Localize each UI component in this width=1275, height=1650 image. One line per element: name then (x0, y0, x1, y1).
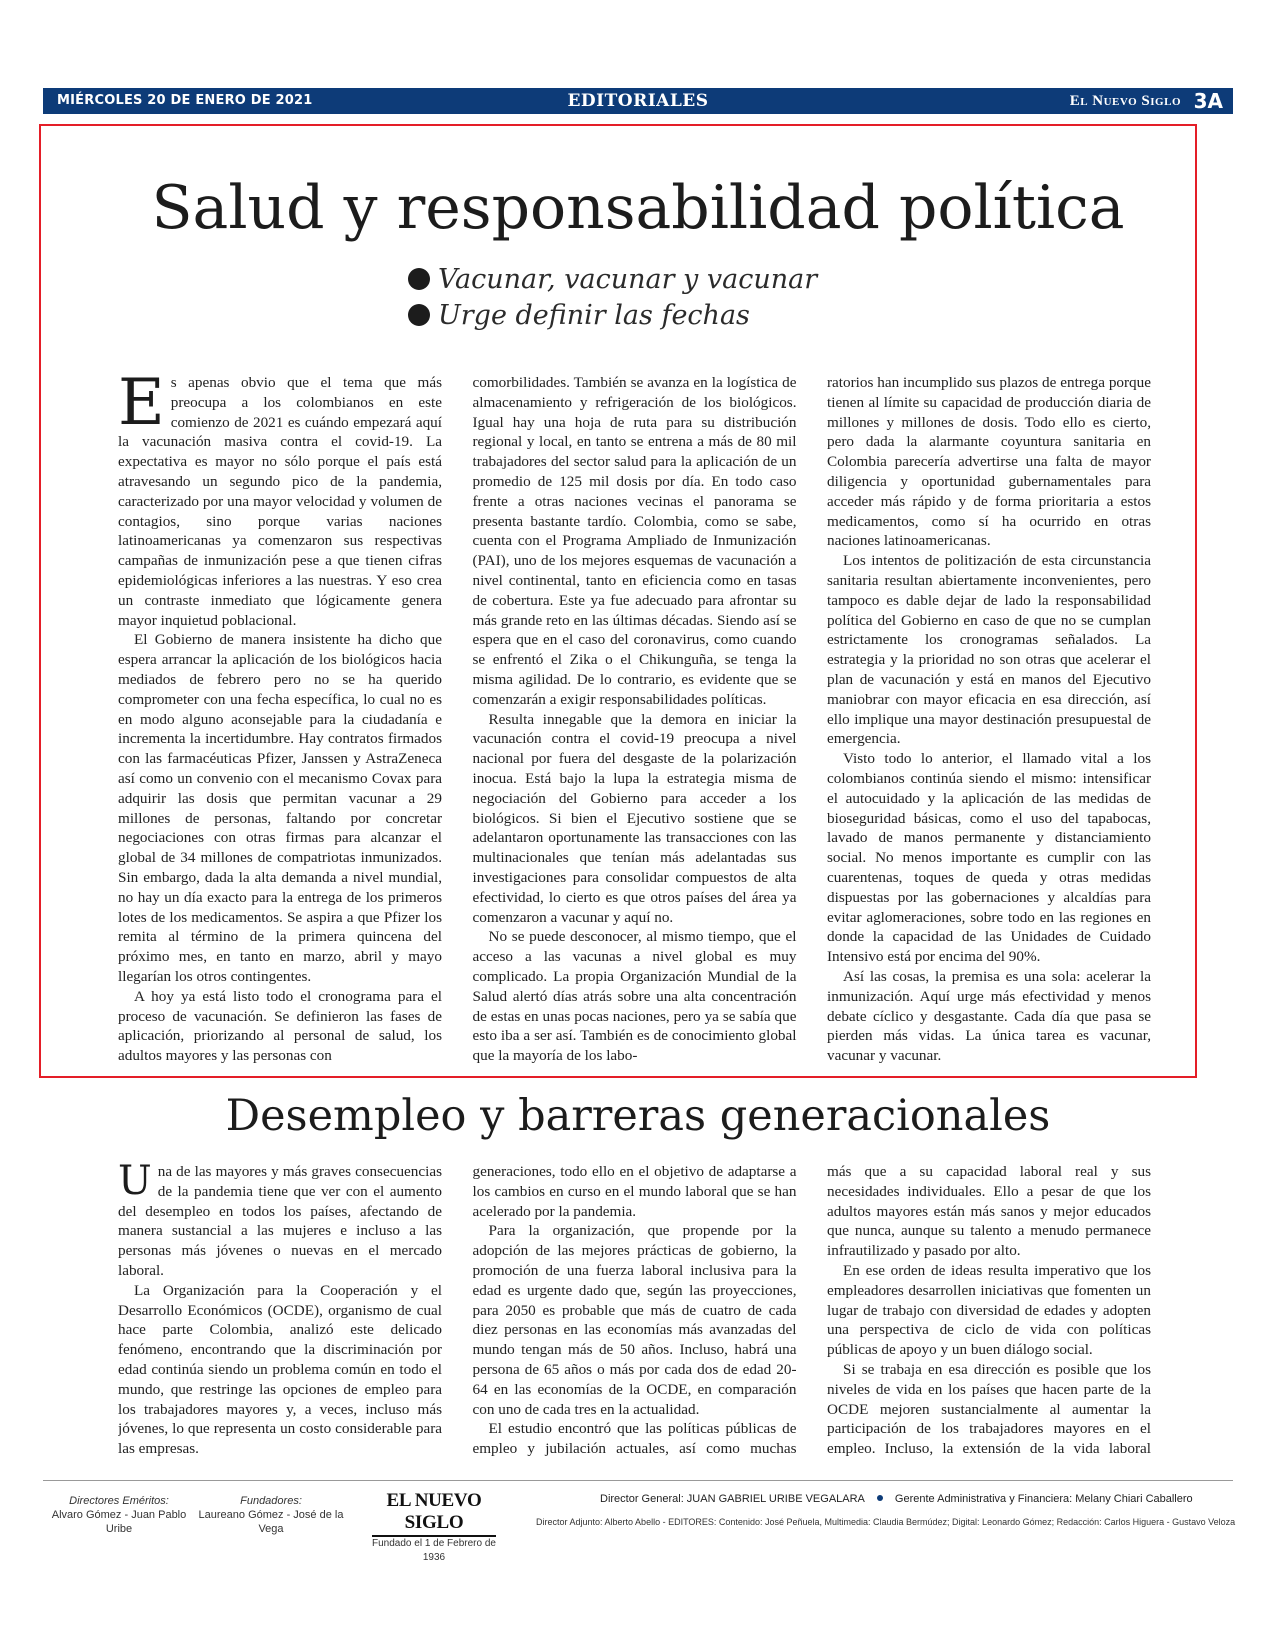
paragraph: Para la organización, que propende por la adopción de las mejores prácticas de gobierno, la promoción de una fuerza laboral inclusiva para la edad es urgente dado que, según las proyecciones, para 2050 es probable que más de cuatro de cada diez personas en las economías más avanzadas del mundo tengan más de 50 años. Incluso, habrá una persona de 65 años o más por cada dos de edad 20-64 en las economías de la OCDE, en comparación con uno de cada tres en la actualidad. (472, 1222, 797, 1418)
paragraph (118, 1162, 442, 1281)
editorial-1-column-2 (473, 373, 797, 1063)
drop-cap: U (118, 1162, 152, 1204)
directors-names: Alvaro Gómez - Juan Pablo Uribe (51, 1509, 187, 1535)
paragraph: A hoy ya está listo todo el cronograma para el proceso de vacunación. Se definieron las fases de aplicación, priorizando al personal de salud, los adultos mayores y las personas con (118, 987, 442, 1063)
director-general: Director General: JUAN GABRIEL URIBE VEGALARA (600, 1493, 865, 1505)
page-number: 3A (1193, 89, 1223, 113)
newspaper-logo (372, 1490, 496, 1565)
editorial-2-column-3 (827, 1162, 1151, 1460)
paragraph: Resulta innegable que la demora en iniciar la vacunación contra el covid-19 preocupa a nivel nacional por fuera del desgaste de la polarización inocua. Está bajo la lupa la estrategia misma de negociación del Gobierno para acceder a los biológicos. Si bien el Ejecutivo sostiene que se adelantaron oportunamente las transacciones con las multinacionales que tenían más adelantadas sus investigaciones para consolidar compuestos de alta efectividad, lo cierto es que otros países del área ya comenzaron a vacunar y aquí no. (472, 710, 797, 926)
editorial-1-column-1 (118, 373, 442, 1063)
paragraph: Visto todo lo anterior, el llamado vital a los colombianos continúa siendo el mismo: intensificar el autocuidado y la aplicación de las medidas de bioseguridad básicas, como el uso del tapabocas, lavado de manos permanente y distanciamiento social. No menos importante es cumplir con las cuarentenas, toques de queda y otras medidas dispuestas por las gobernaciones y alcaldías para evitar aglomeraciones, sobre todo en las regiones en donde la capacidad de las Unidades de Cuidado Intensivo está por encima del 90%. (827, 750, 1151, 966)
paragraph: más que a su capacidad laboral real y sus necesidades individuales. Ello a pesar de que los adultos mayores están más sanos y mejor educados que nunca, aunque su talento a menudo permanece infrautilizado y pasado por alto. (827, 1163, 1151, 1260)
paragraph: Los intentos de politización de esta circunstancia sanitaria resultan abiertamente inconvenientes, pero tampoco es dable dejar de lado la responsabilidad política del Gobierno en caso de que no se cumplan estrictamente los cronogramas señalados. La estrategia y la prioridad no son otras que acelerar el plan de vacunación y está en manos del Ejecutivo maniobrar con mayor eficacia en esa dirección, así ello implique una mayor destinación presupuestal de emergencia. (827, 552, 1151, 748)
paragraph: El estudio encontró que las políticas públicas de empleo y jubilación actuales, así como muchas (472, 1420, 797, 1458)
paragraph-text: s apenas obvio que el tema que más preocupa a los colombianos en este comienzo de 2021 es cuándo empezará aquí la vacunación masiva contra el covid-19. La expectativa es mayor no sólo porque el país está atravesando un segundo pico de la pandemia, caracterizado por una mayor velocidad y volumen de contagios, sino porque varias naciones latinoamericanas ya comenzaron sus respectivas campañas de inmunización pese a que tienen cifras epidemiológicas inferiores a las nuestras. Y eso crea un contraste inmediato que lógicamente genera mayor inquietud poblacional. (118, 374, 442, 629)
separator-dot-icon (877, 1495, 883, 1501)
founders-label: Fundadores: (240, 1495, 302, 1507)
editorial-1-title: Salud y responsabilidad política (151, 173, 1125, 243)
bullet-icon (408, 304, 430, 326)
directors-label: Directores Eméritos: (69, 1495, 169, 1507)
section-name: EDITORIALES (567, 91, 709, 111)
paragraph: El Gobierno de manera insistente ha dicho que espera arrancar la aplicación de los biológicos hacia mediados de febrero pero no se ha querido comprometer con una fecha específica, lo cual no es en modo alguno aconsejable para la ciudadanía e incrementa la incertidumbre. Hay contratos firmados con las farmacéuticas Pfizer, Janssen y AstraZeneca así como un convenio con el mecanismo Covax para adquirir las dosis que permitan vacunar a 29 millones de personas, faltando por concretar negociaciones con otras firmas para alcanzar el global de 34 millones de compatriotas inmunizados. Sin embargo, dada la alta demanda a nivel mundial, no hay un día exacto para la entrega de los primeros lotes de los medicamentos. Se aspira a que Pfizer los remita al término de la primera quincena del próximo mes, en tanto en marzo, abril y mayo llegarían los otros contingentes. (118, 631, 442, 985)
deck-line (408, 262, 817, 298)
page-header-bar (43, 88, 1233, 114)
deck-line-text: Urge definir las fechas (438, 300, 750, 331)
paragraph: En ese orden de ideas resulta imperativo que los empleadores desarrollen iniciativas que fomenten un lugar de trabajo con diversidad de edades y adopten una perspectiva de ciclo de vida con políticas públicas de apoyo y un buen diálogo social. (827, 1261, 1151, 1359)
logo-wordmark: EL NUEVO SIGLO (372, 1490, 496, 1537)
editorial-2-body (118, 1162, 1151, 1460)
editorial-2-column-2 (473, 1162, 797, 1460)
editorial-1-column-3 (827, 373, 1151, 1063)
editorial-2-title: Desempleo y barreras generacionales (225, 1091, 1051, 1141)
editorial-1-deck (408, 262, 817, 334)
bullet-icon (408, 268, 430, 290)
paragraph: La Organización para la Cooperación y el Desarrollo Económicos (OCDE), organismo de cual hace parte Colombia, analizó este delicado fenómeno, encontrando que la discriminación por edad continúa siendo un problema común en todo el mundo, que restringe las opciones de empleo para los trabajadores mayores y, a veces, incluso más jóvenes, lo que representa un costo considerable para las empresas. (118, 1281, 442, 1458)
footer-divider (43, 1480, 1233, 1481)
paragraph (118, 1459, 442, 1460)
footer-directors (44, 1494, 194, 1536)
masthead-editors-line: Director Adjunto: Alberto Abello - EDITORES: Contenido: José Peñuela, Multimedia: Claudia Bermúdez; Digital: Leonardo Gómez; Redacción: Carlos Higuera - Gustavo Veloza (536, 1517, 1236, 1527)
editorial-2-column-1 (118, 1162, 442, 1460)
footer-founders (196, 1494, 346, 1536)
gerente: Gerente Administrativa y Financiera: Melany Chiari Caballero (894, 1493, 1193, 1505)
deck-line-text: Vacunar, vacunar y vacunar (438, 264, 818, 295)
paragraph (118, 373, 442, 630)
founders-names: Laureano Gómez - José de la Vega (198, 1509, 344, 1535)
paragraph: comorbilidades. También se avanza en la logística de almacenamiento y refrigeración de los biológicos. Igual hay una hoja de ruta para su distribución regional y local, en tanto se entrena a más de 80 mil trabajadores del sector salud para la aplicación de un promedio de 125 mil dosis por día. En todo caso frente a otras naciones vecinas el panorama se presenta bastante tardío. Colombia, como se sabe, cuenta con el Programa Ampliado de Inmunización (PAI), uno de los mejores esquemas de vacunación a nivel continental, tanto en eficiencia como en tasas de cobertura. Este ya fue adecuado para afrontar su más grande reto en las últimas décadas. Siendo así se espera que en el caso del coronavirus, como cuando se enfrentó el Zika o el Chikunguña, se tenga la misma agilidad. De lo contrario, es evidente que se comenzarán a exigir responsabilidades políticas. (472, 374, 797, 708)
paragraph-text: na de las mayores y más graves consecuencias de la pandemia tiene que ver con el aumento del desempleo en todos los países, afectando de manera sustancial a las mujeres e incluso a las personas más jóvenes o nuevas en el mercado laboral. (118, 1163, 442, 1279)
paragraph: No se puede desconocer, al mismo tiempo, que el acceso a las vacunas a nivel global es muy complicado. La propia Organización Mundial de la Salud alertó días atrás sobre una alta concentración de estas en unas pocas naciones, pero ya se sabía que esto iba a ser así. También es de conocimiento global que la mayoría de los labo- (472, 928, 797, 1063)
founded-date: Fundado el 1 de Febrero de 1936 (372, 1538, 496, 1563)
editorial-1-body (118, 373, 1151, 1063)
paragraph: ratorios han incumplido sus plazos de entrega porque tienen al límite su capacidad de producción diaria de millones y millones de dosis. Todo ello es cierto, pero dada la alarmante coyuntura sanitaria en Colombia parecería advertirse una falta de mayor diligencia y oportunidad gubernamentales para acceder más rápido y de forma prioritaria a estos medicamentos, como sí ha ocurrido en otras naciones latinoamericanas. (827, 374, 1151, 550)
drop-cap: E (118, 373, 165, 440)
paragraph: generaciones, todo ello en el objetivo de adaptarse a los cambios en curso en el mundo laboral que se han acelerado por la pandemia. (472, 1163, 797, 1220)
masthead-staff-line (600, 1492, 1220, 1506)
paragraph: Así las cosas, la premisa es una sola: acelerar la inmunización. Aquí urge más efectividad y menos debate cíclico y desgastante. Cada día que pasa se pierden más vidas. La única tarea es vacunar, vacunar y vacunar. (827, 967, 1151, 1063)
paragraph: Si se trabaja en esa dirección es posible que los niveles de vida en los países que hacen parte de la OCDE mejoren sustancialmente al aumentar la participación de los trabajadores mayores en el empleo. Incluso, la extensión de la vida laboral (827, 1360, 1151, 1458)
deck-line (408, 298, 817, 334)
publication-name: El Nuevo Siglo (1069, 93, 1181, 109)
issue-date: MIÉRCOLES 20 DE ENERO DE 2021 (57, 93, 313, 108)
